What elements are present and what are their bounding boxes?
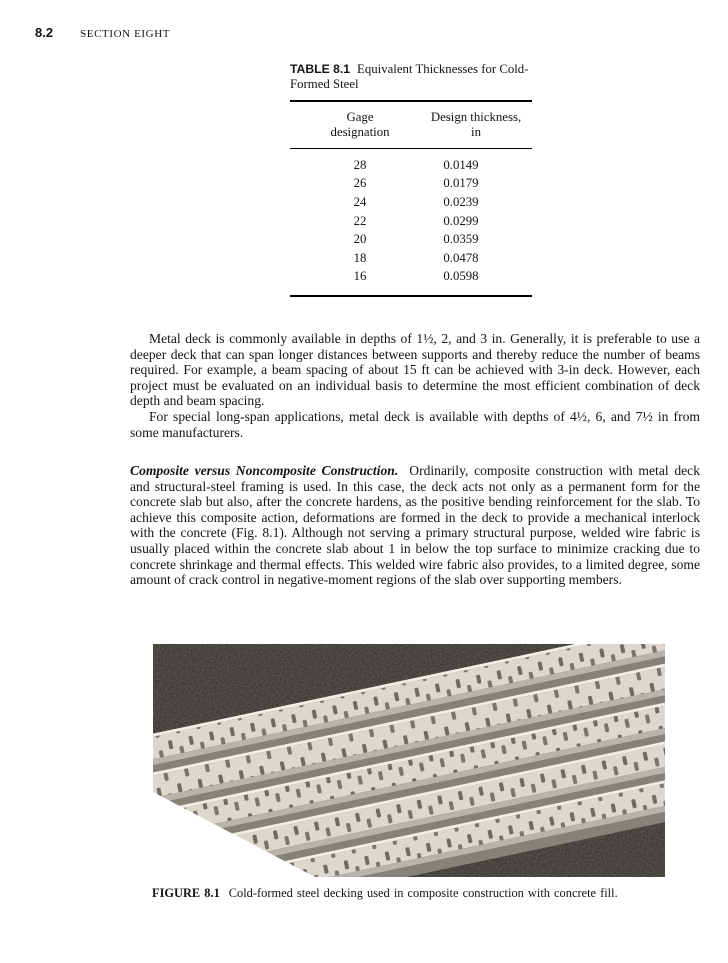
figure-label: FIGURE 8.1 [152, 886, 220, 900]
figure-caption [152, 886, 652, 901]
thickness-cell: 0.0149 [443, 157, 479, 172]
thickness-cell: 0.0478 [443, 250, 479, 265]
thickness-cell: 0.0359 [443, 232, 479, 247]
table-title: Equivalent Thicknesses for Cold-Formed Steel [290, 62, 529, 91]
thickness-cell: 0.0239 [443, 194, 479, 209]
table-row [290, 230, 532, 249]
figure-caption-text: Cold-formed steel decking used in composite construction with concrete fill. [228, 886, 618, 900]
gage-cell: 26 [353, 176, 367, 191]
gage-cell: 16 [353, 269, 367, 284]
table-column-header-gage: Gage designation [330, 110, 390, 139]
body-text-block-1 [130, 331, 700, 440]
table-row [290, 249, 532, 268]
figure-photo [153, 644, 665, 877]
gage-cell: 18 [353, 250, 367, 265]
thickness-cell: 0.0179 [443, 176, 479, 191]
table-column-header-thickness: Design thickness, in [430, 110, 522, 139]
running-head: SECTION EIGHT [80, 28, 171, 40]
table-grid [290, 100, 532, 297]
table-row [290, 268, 532, 287]
page-number: 8.2 [35, 25, 54, 40]
table-row [290, 193, 532, 212]
table-title-block [290, 62, 532, 92]
gage-cell: 28 [353, 157, 367, 172]
paragraph-long-span: For special long-span applications, metal deck is available with depths of 4½, 6, and 7½ in from some manufacturers. [130, 408, 700, 440]
table-8-1 [290, 62, 532, 297]
gage-cell: 20 [353, 232, 367, 247]
table-body [290, 149, 532, 295]
thickness-cell: 0.0299 [443, 213, 479, 228]
composite-section-heading: Composite versus Noncomposite Construction. [130, 463, 399, 478]
composite-paragraph: Ordinarily, composite construction with metal deck and structural-steel framing is used. In this case, the deck acts not only as a permanent form for the concrete slab but also, after the concrete hardens, as the positive bending reinforcement for the slab. To achieve this composite action, deformations are formed in the deck to provide a mechanical interlock with the concrete (Fig. 8.1). Although not serving a primary structural purpose, welded wire fabric is usually placed within the concrete slab about 1 in below the top surface to minimize cracking due to concrete shrinkage and thermal effects. This welded wire fabric also provides, to a limited degree, some amount of crack control in negative-moment regions of the slab over supporting members. [130, 463, 700, 588]
table-row [290, 212, 532, 231]
thickness-cell: 0.0598 [443, 269, 479, 284]
page-header [35, 24, 170, 42]
table-label: TABLE 8.1 [290, 62, 351, 76]
gage-cell: 22 [353, 213, 367, 228]
gage-cell: 24 [353, 194, 367, 209]
composite-paragraph-block [130, 463, 700, 588]
body-text-block-2 [130, 463, 700, 588]
table-row [290, 175, 532, 194]
table-header-row [290, 102, 532, 149]
steel-decking-photo [153, 644, 665, 877]
table-row [290, 156, 532, 175]
paragraph-metal-deck: Metal deck is commonly available in depths of 1½, 2, and 3 in. Generally, it is preferable to use a deeper deck that can span longer distances between supports and thereby reduce the number of beams required. For example, a beam spacing of about 15 ft can be achieved with 3-in deck. However, each project must be evaluated on an individual basis to determine the most efficient combination of deck depth and beam spacing. [130, 331, 700, 409]
